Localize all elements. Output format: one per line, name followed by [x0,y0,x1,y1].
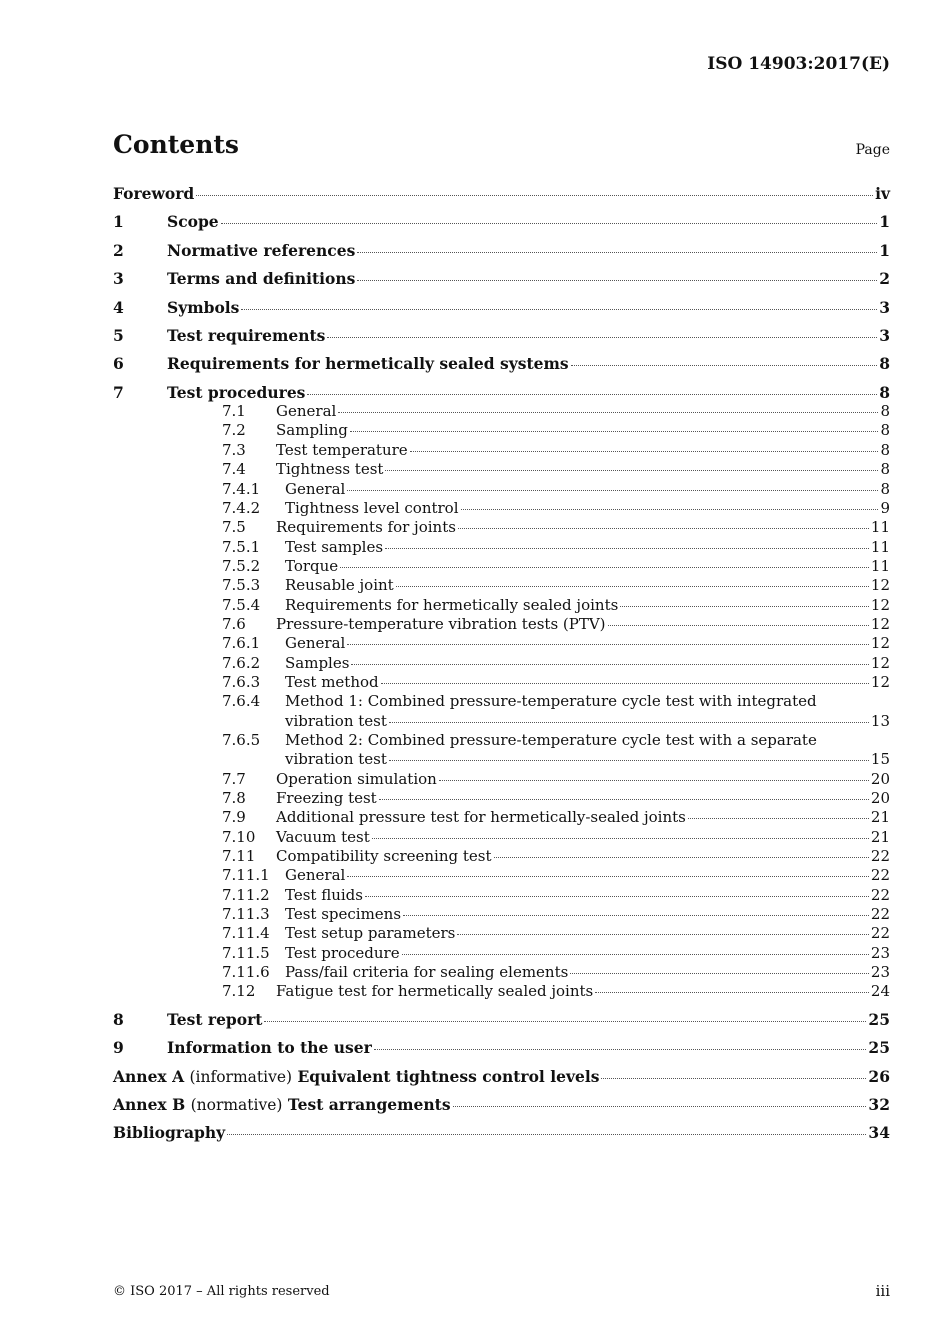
toc-entry-number: 7.4 [222,460,246,479]
toc-entry[interactable] [113,1095,890,1123]
toc-entry[interactable] [113,692,890,711]
toc-entry-page: 34 [868,1123,890,1143]
dot-leader [403,915,869,916]
dot-leader [374,1049,867,1050]
toc-entry-number: 7.4.1 [222,479,261,498]
document-id: ISO 14903:2017(E) [707,54,890,74]
toc-entry[interactable] [113,1010,890,1038]
toc-entry-title: General [285,866,346,885]
toc-entry-title: Symbols [167,297,240,317]
annex-label: Annex B [113,1094,186,1114]
dot-leader [196,195,873,196]
toc-entry[interactable] [113,789,890,808]
toc-entry[interactable] [113,828,890,847]
toc-entry-page: 25 [868,1038,890,1058]
toc-entry-number: 7 [113,382,124,402]
toc-entry-number: 6 [113,354,124,374]
toc-entry-page: 22 [870,885,890,904]
toc-entry[interactable] [113,924,890,943]
toc-entry-page: 8 [880,402,890,421]
toc-entry-number: 7.9 [222,808,246,827]
toc-entry-page: 11 [870,518,890,537]
annex-kind: (normative) [190,1095,283,1114]
toc-entry-page: iv [875,184,890,203]
dot-leader [227,1134,866,1135]
toc-entry-title: Requirements for hermetically sealed joints [285,595,619,614]
toc-entry-title: Pressure-temperature vibration tests (PTV) [276,614,606,633]
toc-entry[interactable] [113,326,890,354]
toc-entry-number: 7.6.4 [222,692,261,711]
toc-entry[interactable] [113,518,890,537]
toc-entry[interactable] [113,963,890,982]
toc-entry-title: Sampling [276,421,348,440]
toc-entry[interactable] [113,421,890,440]
toc-entry[interactable] [113,538,890,557]
toc-entry-title: Test specimens [285,905,402,924]
dot-leader [688,818,869,819]
dot-leader [410,451,879,452]
toc-entry-page: 21 [870,808,890,827]
dot-leader [338,412,878,413]
dot-leader [221,223,878,224]
toc-entry-number: 5 [113,325,124,345]
toc-entry-number: 8 [113,1009,124,1029]
dot-leader [372,838,869,839]
annex-title: Equivalent tightness control levels [297,1066,600,1086]
dot-leader [389,760,869,761]
toc-entry-page: 1 [879,240,890,260]
toc-entry[interactable] [113,905,890,924]
dot-leader [347,644,869,645]
toc-entry[interactable] [113,480,890,499]
dot-leader [350,431,879,432]
toc-entry-title: Tightness test [276,460,384,479]
toc-entry-title: Test temperature [276,440,408,459]
toc-entry-number: 7.11.3 [222,905,270,924]
toc-entry-continuation[interactable] [113,750,890,769]
toc-entry-title: Test samples [285,537,384,556]
toc-entry-number: 7.8 [222,789,246,807]
toc-entry-title: Fatigue test for hermetically sealed joints [276,982,594,1001]
toc-entry[interactable] [113,241,890,269]
dot-leader [241,309,877,310]
toc-entry-number: 7.1 [222,402,246,421]
toc-entry-title: Requirements for joints [276,518,456,537]
toc-entry-title: Method 2: Combined pressure-temperature cycle test with a separate [285,730,817,749]
toc-entry-number: 3 [113,269,124,289]
toc-entry-number: 7.6.2 [222,653,261,672]
dot-leader [402,954,869,955]
toc-entry-title: Normative references [167,240,356,260]
toc-entry-number: 7.6.3 [222,672,261,691]
toc-entry-title: Method 1: Combined pressure-temperature cycle test with integrated [285,692,817,711]
toc-entry-title: Compatibility screening test [276,847,492,866]
toc-entry[interactable] [113,499,890,518]
dot-leader [439,780,869,781]
toc-entry-number: 1 [113,212,124,232]
dot-leader [385,548,869,549]
toc-entry[interactable] [113,354,890,382]
toc-entry-number: 7.6.5 [222,730,261,749]
toc-entry-page: 8 [879,382,890,402]
copyright-notice: © ISO 2017 – All rights reserved [113,1284,330,1299]
toc-entry-page: 12 [870,576,890,595]
toc-entry-number: 7.12 [222,982,256,1001]
toc-entry[interactable] [113,596,890,615]
dot-leader [396,586,869,587]
toc-entry-number: 7.11.1 [222,866,270,885]
dot-leader [461,509,879,510]
toc-entry-page: 26 [868,1066,890,1086]
toc-entry-page: 21 [870,827,890,846]
toc-entry[interactable] [113,731,890,750]
toc-entry-page: 25 [868,1009,890,1029]
toc-entry[interactable] [113,808,890,827]
toc-entry-page: 20 [870,789,890,807]
toc-entry-title: Test procedures [167,382,306,402]
toc-entry[interactable] [113,886,890,905]
toc-entry[interactable] [113,847,890,866]
toc-entry[interactable] [113,866,890,885]
toc-entry-number: 7.10 [222,827,256,846]
toc-entry[interactable] [113,441,890,460]
toc-entry-page: 12 [870,634,890,653]
toc-entry-page: 22 [870,866,890,885]
toc-entry-number: 7.11.5 [222,943,270,962]
page-column-label: Page [855,142,890,158]
toc-entry-page: 9 [880,498,890,517]
dot-leader [357,252,877,253]
toc-entry-title: Requirements for hermetically sealed systems [167,354,569,374]
dot-leader [385,470,878,471]
toc-entry-number: 2 [113,240,124,260]
toc-entry-title: Test procedure [285,943,400,962]
toc-entry[interactable] [113,944,890,963]
toc-entry-page: 23 [870,943,890,962]
toc-entry-title: Reusable joint [285,576,394,595]
toc-entry-number: 7.5.3 [222,576,261,595]
dot-leader [357,280,877,281]
toc-entry-page: 8 [880,479,890,498]
toc-entry-number: 7.5.4 [222,595,261,614]
toc-entry-title: General [285,634,346,653]
dot-leader [307,394,877,395]
toc-entry-title: Pass/fail criteria for sealing elements [285,963,569,982]
dot-leader [595,992,869,993]
toc-entry-title: Terms and definitions [167,269,356,289]
toc-entry[interactable] [113,212,890,240]
dot-leader [458,528,869,529]
toc-entry-title: Samples [285,653,350,672]
toc-entry[interactable] [113,654,890,673]
dot-leader [379,799,869,800]
toc-entry-title: General [276,402,337,421]
toc-entry-title: Information to the user [167,1038,372,1058]
toc-entry-title: Scope [167,212,219,232]
toc-entry-page: 23 [870,963,890,982]
toc-entry-title: Torque [285,556,339,575]
dot-leader [608,625,869,626]
toc-entry-title: Vacuum test [276,827,370,846]
toc-entry[interactable] [113,982,890,1001]
toc-entry-page: 12 [870,595,890,614]
page-title: Contents [113,130,240,159]
toc-entry[interactable] [113,460,890,479]
toc-entry-number: 7.7 [222,769,246,788]
toc-entry-page: 12 [870,672,890,691]
toc-entry-page: 3 [879,325,890,345]
toc-entry-page: 3 [879,297,890,317]
annex-title: Test arrangements [287,1094,451,1114]
toc-entry-title: Test requirements [167,325,326,345]
toc-entry-page: 8 [880,460,890,479]
toc-entry-page: 8 [880,440,890,459]
toc-entry-page: 12 [870,614,890,633]
toc-entry-number: 4 [113,297,124,317]
toc-entry-title: Test setup parameters [285,924,456,943]
dot-leader [340,567,869,568]
annex-label: Annex A [113,1066,185,1086]
page-number: iii [875,1282,890,1300]
toc-entry-page: 20 [870,769,890,788]
toc-entry-number: 7.6 [222,614,246,633]
toc-entry[interactable] [113,269,890,297]
toc-entry[interactable] [113,1038,890,1066]
toc-entry-title [113,1095,451,1114]
dot-leader [381,683,869,684]
toc-entry-number: 7.5 [222,518,246,537]
toc-entry-page: 13 [870,711,890,730]
toc-entry[interactable] [113,1123,890,1151]
dot-leader [327,337,877,338]
toc-entry-number: 7.5.2 [222,556,261,575]
toc-entry-page: 12 [870,653,890,672]
toc-entry-number: 7.11.6 [222,963,270,982]
toc-entry[interactable] [113,673,890,692]
annex-kind: (informative) [189,1067,293,1086]
toc-entry[interactable] [113,1067,890,1095]
toc-entry-number: 7.5.1 [222,537,261,556]
toc-entry-continuation[interactable] [113,712,890,731]
toc-entry-number: 7.11 [222,847,256,866]
dot-leader [494,857,869,858]
toc-entry-title: Test fluids [285,885,363,904]
toc-entry-page: 8 [880,421,890,440]
toc-entry-title-continued: vibration test [285,750,387,769]
toc-entry[interactable] [113,557,890,576]
dot-leader [365,896,869,897]
toc-entry[interactable] [113,770,890,789]
dot-leader [389,722,869,723]
toc-entry-page: 11 [870,556,890,575]
dot-leader [457,934,869,935]
toc-entry-number: 7.3 [222,440,246,459]
dot-leader [620,606,869,607]
toc-entry-title [113,1067,599,1086]
toc-entry-page: 11 [870,537,890,556]
toc-entry-page: 22 [870,905,890,924]
toc-entry-title: Bibliography [113,1123,226,1143]
dot-leader [570,973,869,974]
toc-entry-page: 22 [870,924,890,943]
toc-entry-title: Operation simulation [276,769,437,788]
toc-entry-title: Foreword [113,184,195,203]
toc-entry-page: 22 [870,847,890,866]
toc-entry-title: Test method [285,672,379,691]
dot-leader [347,490,878,491]
toc-entry-number: 7.6.1 [222,634,261,653]
toc-entry-number: 7.2 [222,421,246,440]
dot-leader [453,1106,867,1107]
table-of-contents [113,184,890,1152]
toc-entry-title: Tightness level control [285,498,459,517]
toc-entry-title: Additional pressure test for hermetically-sealed joints [276,808,686,827]
toc-entry-page: 1 [879,212,890,232]
toc-entry[interactable] [113,184,890,212]
dot-leader [347,876,869,877]
toc-entry-number: 9 [113,1038,124,1058]
toc-entry-page: 2 [879,269,890,289]
dot-leader [264,1021,866,1022]
toc-entry-title: Freezing test [276,789,377,807]
toc-entry-page: 32 [868,1094,890,1114]
toc-entry-page: 8 [879,354,890,374]
toc-entry-number: 7.4.2 [222,498,261,517]
dot-leader [601,1078,866,1079]
toc-entry-title: Test report [167,1009,263,1029]
toc-entry-page: 24 [870,982,890,1001]
toc-entry-title: General [285,479,346,498]
toc-entry-title-continued: vibration test [285,711,387,730]
dot-leader [351,664,868,665]
toc-entry-number: 7.11.4 [222,924,270,943]
toc-entry[interactable] [113,634,890,653]
dot-leader [571,365,878,366]
toc-entry-number: 7.11.2 [222,885,270,904]
toc-entry-page: 15 [870,750,890,769]
toc-entry[interactable] [113,615,890,634]
toc-entry[interactable] [113,402,890,421]
toc-entry[interactable] [113,576,890,595]
toc-entry[interactable] [113,298,890,326]
